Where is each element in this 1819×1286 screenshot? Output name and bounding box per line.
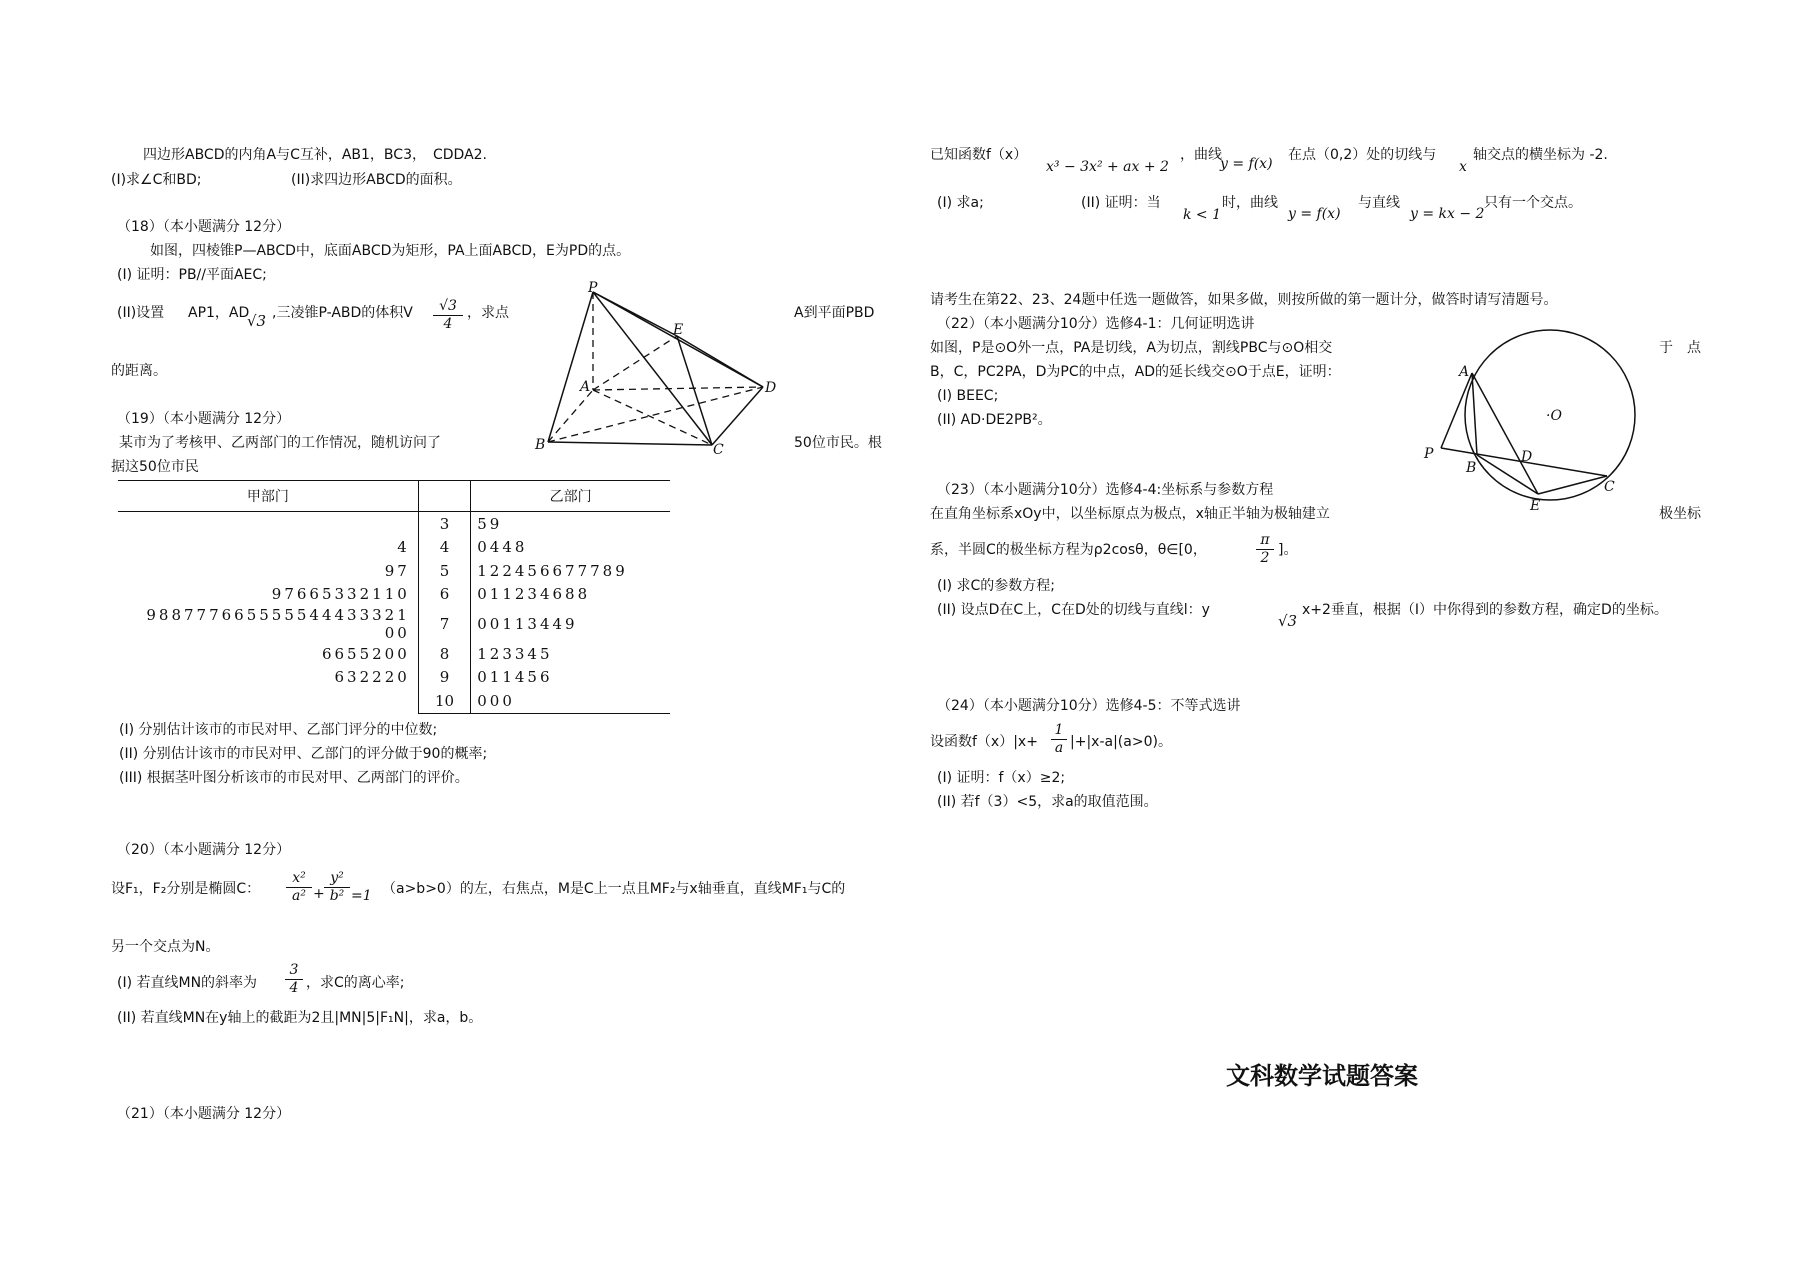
stem: 4 (418, 536, 470, 560)
q23-pi-over-2 (1256, 532, 1274, 567)
pyramid-label-a: A (580, 379, 591, 395)
stem: 7 (418, 606, 470, 642)
leaf-left: 988777665555544433321 00 (146, 606, 410, 642)
q19-statement-a: 某市为了考核甲、乙两部门的工作情况，随机访问了 (119, 435, 441, 451)
leaf-left: 4 (397, 538, 410, 557)
q23-pi: π (1256, 532, 1274, 550)
q18-part-ii-c: ,三凌锥P-ABD的体积V (272, 305, 413, 321)
table-row (118, 666, 670, 690)
q19-statement-b: 50位市民。根 (794, 435, 882, 451)
pyramid-label-c: C (713, 442, 724, 455)
leaf-right: 00113449 (477, 615, 578, 633)
q21-statement-a: 已知函数f（x） (930, 147, 1028, 163)
q22-part-ii: (II) AD·DE2PB²。 (937, 412, 1052, 428)
q24-part-ii: (II) 若f（3）<5，求a的取值范围。 (937, 794, 1158, 810)
q18-statement: 如图，四棱锥P—ABCD中，底面ABCD为矩形，PA上面ABCD，E为PD的点。 (150, 243, 631, 259)
q19-part-i: (I) 分别估计该市的市民对甲、乙部门评分的中位数; (119, 722, 438, 738)
circle-label-c: C (1604, 479, 1615, 495)
leaf-left: 6655200 (321, 644, 410, 663)
q20-part-i-b: ，求C的离心率; (306, 975, 405, 991)
pyramid-figure (530, 280, 790, 455)
q20-x-over-a (286, 870, 312, 905)
pyramid-label-p: P (588, 280, 598, 296)
stem-leaf-table (118, 480, 670, 714)
q21-part-i: (I) 求a; (937, 195, 984, 211)
q20-eq1: =1 (351, 888, 372, 904)
q20-a2: a² (292, 888, 306, 904)
q19-part-ii: (II) 分别估计该市的市民对甲、乙部门的评分做于90的概率; (119, 746, 488, 762)
q18-part-ii-f: 的距离。 (111, 363, 167, 379)
q17-part-i: (I)求∠C和BD; (111, 172, 202, 188)
leaf-right: 59 (477, 514, 503, 533)
q22-statement-b: 于 点 (1659, 340, 1701, 356)
stem: 3 (418, 512, 470, 536)
q23-sqrt3: √3 (1278, 612, 1298, 630)
q24-part-i: (I) 证明：f（x）≥2; (937, 770, 1066, 786)
q21-curve-2: y = f(x) (1288, 206, 1341, 222)
q20-slope-num: 3 (285, 962, 303, 980)
q21-statement-d: 轴交点的横坐标为 -2. (1473, 147, 1608, 163)
q23-statement-a: 在直角坐标系xOy中，以坐标原点为极点，x轴正半轴为极轴建立 (930, 506, 1330, 522)
q22-part-i: (I) BEEC; (937, 388, 999, 404)
q23-two: 2 (1260, 550, 1270, 566)
q20-y-over-b (324, 870, 350, 905)
q21-part-ii-b: 时，曲线 (1222, 195, 1278, 211)
answer-title: 文科数学试题答案 (1226, 1062, 1418, 1090)
leaf-left: 97 (384, 561, 410, 580)
stem-leaf-header-left: 甲部门 (118, 481, 418, 512)
table-row (118, 512, 670, 536)
circle-label-o: ·O (1546, 408, 1562, 424)
table-row (118, 559, 670, 583)
table-row (118, 583, 670, 607)
q22-header: （22）（本小题满分10分）选修4-1：几何证明选讲 (937, 316, 1255, 332)
stem-leaf-header-right: 乙部门 (471, 481, 670, 512)
q18-header: （18）（本小题满分 12分） (117, 219, 291, 235)
leaf-right: 000 (471, 689, 670, 713)
table-row (118, 642, 670, 666)
pyramid-label-d: D (765, 380, 777, 396)
table-row (118, 606, 670, 642)
circle-label-b: B (1466, 460, 1477, 476)
q20-y2: y² (324, 870, 350, 888)
circle-label-d: D (1521, 449, 1533, 465)
table-row (118, 536, 670, 560)
q23-part-ii-a: (II) 设点D在C上，C在D处的切线与直线l：y (937, 602, 1210, 618)
q17-part-ii: (II)求四边形ABCD的面积。 (291, 172, 462, 188)
q24-statement-b: |+|x-a|(a>0)。 (1070, 734, 1172, 750)
q21-part-ii-a: (II) 证明：当 (1081, 195, 1161, 211)
q23-part-ii-b: x+2垂直，根据（I）中你得到的参数方程，确定D的坐标。 (1302, 602, 1668, 618)
q19-part-iii: (III) 根据茎叶图分析该市的市民对甲、乙两部门的评价。 (119, 770, 469, 786)
q24-one: 1 (1051, 722, 1067, 740)
q18-part-ii-b: AP1，AD (188, 305, 250, 321)
q21-statement-c: 在点（0,2）处的切线与 (1288, 147, 1437, 163)
q19-statement-c: 据这50位市民 (111, 459, 199, 475)
circle-label-e: E (1530, 498, 1541, 514)
pyramid-label-e: E (673, 322, 684, 338)
stem: 9 (418, 666, 470, 690)
q24-statement-a: 设函数f（x）|x+ (930, 734, 1038, 750)
leaf-right: 122456677789 (477, 561, 628, 580)
q18-part-ii-d: ，求点 (467, 305, 509, 321)
leaf-left (118, 512, 418, 536)
q20-header: （20）（本小题满分 12分） (117, 842, 291, 858)
q20-part-ii: (II) 若直线MN在y轴上的截距为2且|MN|5|F₁N|，求a，b。 (117, 1010, 483, 1026)
q21-part-ii-c: 与直线 (1358, 195, 1400, 211)
q23-part-i: (I) 求C的参数方程; (937, 578, 1055, 594)
circle-figure (1415, 320, 1655, 520)
q22-statement-c: B，C，PC2PA，D为PC的中点，AD的延长线交⊙O于点E，证明： (930, 364, 1341, 380)
leaf-left: 632220 (334, 668, 410, 687)
q18-volume-num: √3 (433, 298, 463, 316)
q20-b2: b² (329, 888, 345, 904)
stem-leaf-header-stem (418, 481, 470, 512)
q21-function: x³ − 3x² + ax + 2 (1046, 159, 1169, 175)
stem: 6 (418, 583, 470, 607)
leaf-left: 97665332110 (271, 585, 410, 604)
q21-statement-b: ，曲线 (1180, 147, 1222, 163)
q23-header: （23）（本小题满分10分）选修4-4:坐标系与参数方程 (937, 482, 1274, 498)
q20-slope-fraction (285, 962, 303, 997)
q23-statement-c: 系，半圆C的极坐标方程为ρ2cosθ，θ∈[0， (930, 542, 1207, 558)
q20-slope-den: 4 (289, 980, 299, 996)
q20-statement-a: 设F₁，F₂分别是椭圆C： (111, 881, 261, 897)
q23-statement-d: ]。 (1278, 542, 1298, 558)
q19-header: （19）（本小题满分 12分） (117, 411, 291, 427)
table-row (118, 689, 670, 713)
pyramid-label-b: B (535, 437, 546, 453)
leaf-right: 011234688 (477, 585, 591, 604)
q18-part-i: (I) 证明：PB//平面AEC; (117, 267, 267, 283)
q24-a: a (1054, 740, 1064, 756)
q21-curve: y = f(x) (1220, 156, 1273, 172)
q18-part-ii-e: A到平面PBD (794, 305, 875, 321)
q18-volume-den: 4 (443, 316, 453, 332)
q20-plus: + (313, 886, 325, 902)
circle-label-a: A (1459, 364, 1470, 380)
leaf-left (118, 689, 418, 713)
q23-statement-b: 极坐标 (1659, 506, 1701, 522)
choose-instruction: 请考生在第22、23、24题中任选一题做答，如果多做，则按所做的第一题计分，做答时请写清题号。 (930, 292, 1558, 308)
stem: 10 (418, 689, 470, 713)
circle-label-p: P (1424, 446, 1434, 462)
leaf-right: 0448 (477, 538, 528, 557)
q18-part-ii-a: (II)设置 (117, 305, 165, 321)
q24-header: （24）（本小题满分10分）选修4-5：不等式选讲 (937, 698, 1241, 714)
q22-statement-a: 如图，P是⊙O外一点，PA是切线，A为切点，割线PBC与⊙O相交 (930, 340, 1333, 356)
q17-condition: 四边形ABCD的内角A与C互补，AB1，BC3， CDDA2. (143, 147, 487, 163)
q20-statement-b: （a>b>0）的左，右焦点，M是C上一点且MF₂与x轴垂直，直线MF₁与C的 (382, 881, 846, 897)
q24-one-over-a (1051, 722, 1067, 757)
q21-k: k < 1 (1183, 207, 1222, 223)
leaf-right: 011456 (477, 668, 553, 687)
q21-part-ii-d: 只有一个交点。 (1484, 195, 1582, 211)
stem: 5 (418, 559, 470, 583)
q20-x2: x² (286, 870, 312, 888)
q21-line: y = kx − 2 (1410, 206, 1485, 222)
q21-x: x (1459, 159, 1467, 175)
q18-sqrt3: √3 (247, 312, 267, 330)
stem: 8 (418, 642, 470, 666)
q18-volume-fraction (433, 298, 463, 333)
q21-header: （21）（本小题满分 12分） (117, 1106, 291, 1122)
q20-part-i-a: (I) 若直线MN的斜率为 (117, 975, 258, 991)
q20-statement-c: 另一个交点为N。 (111, 939, 220, 955)
leaf-right: 123345 (477, 644, 553, 663)
